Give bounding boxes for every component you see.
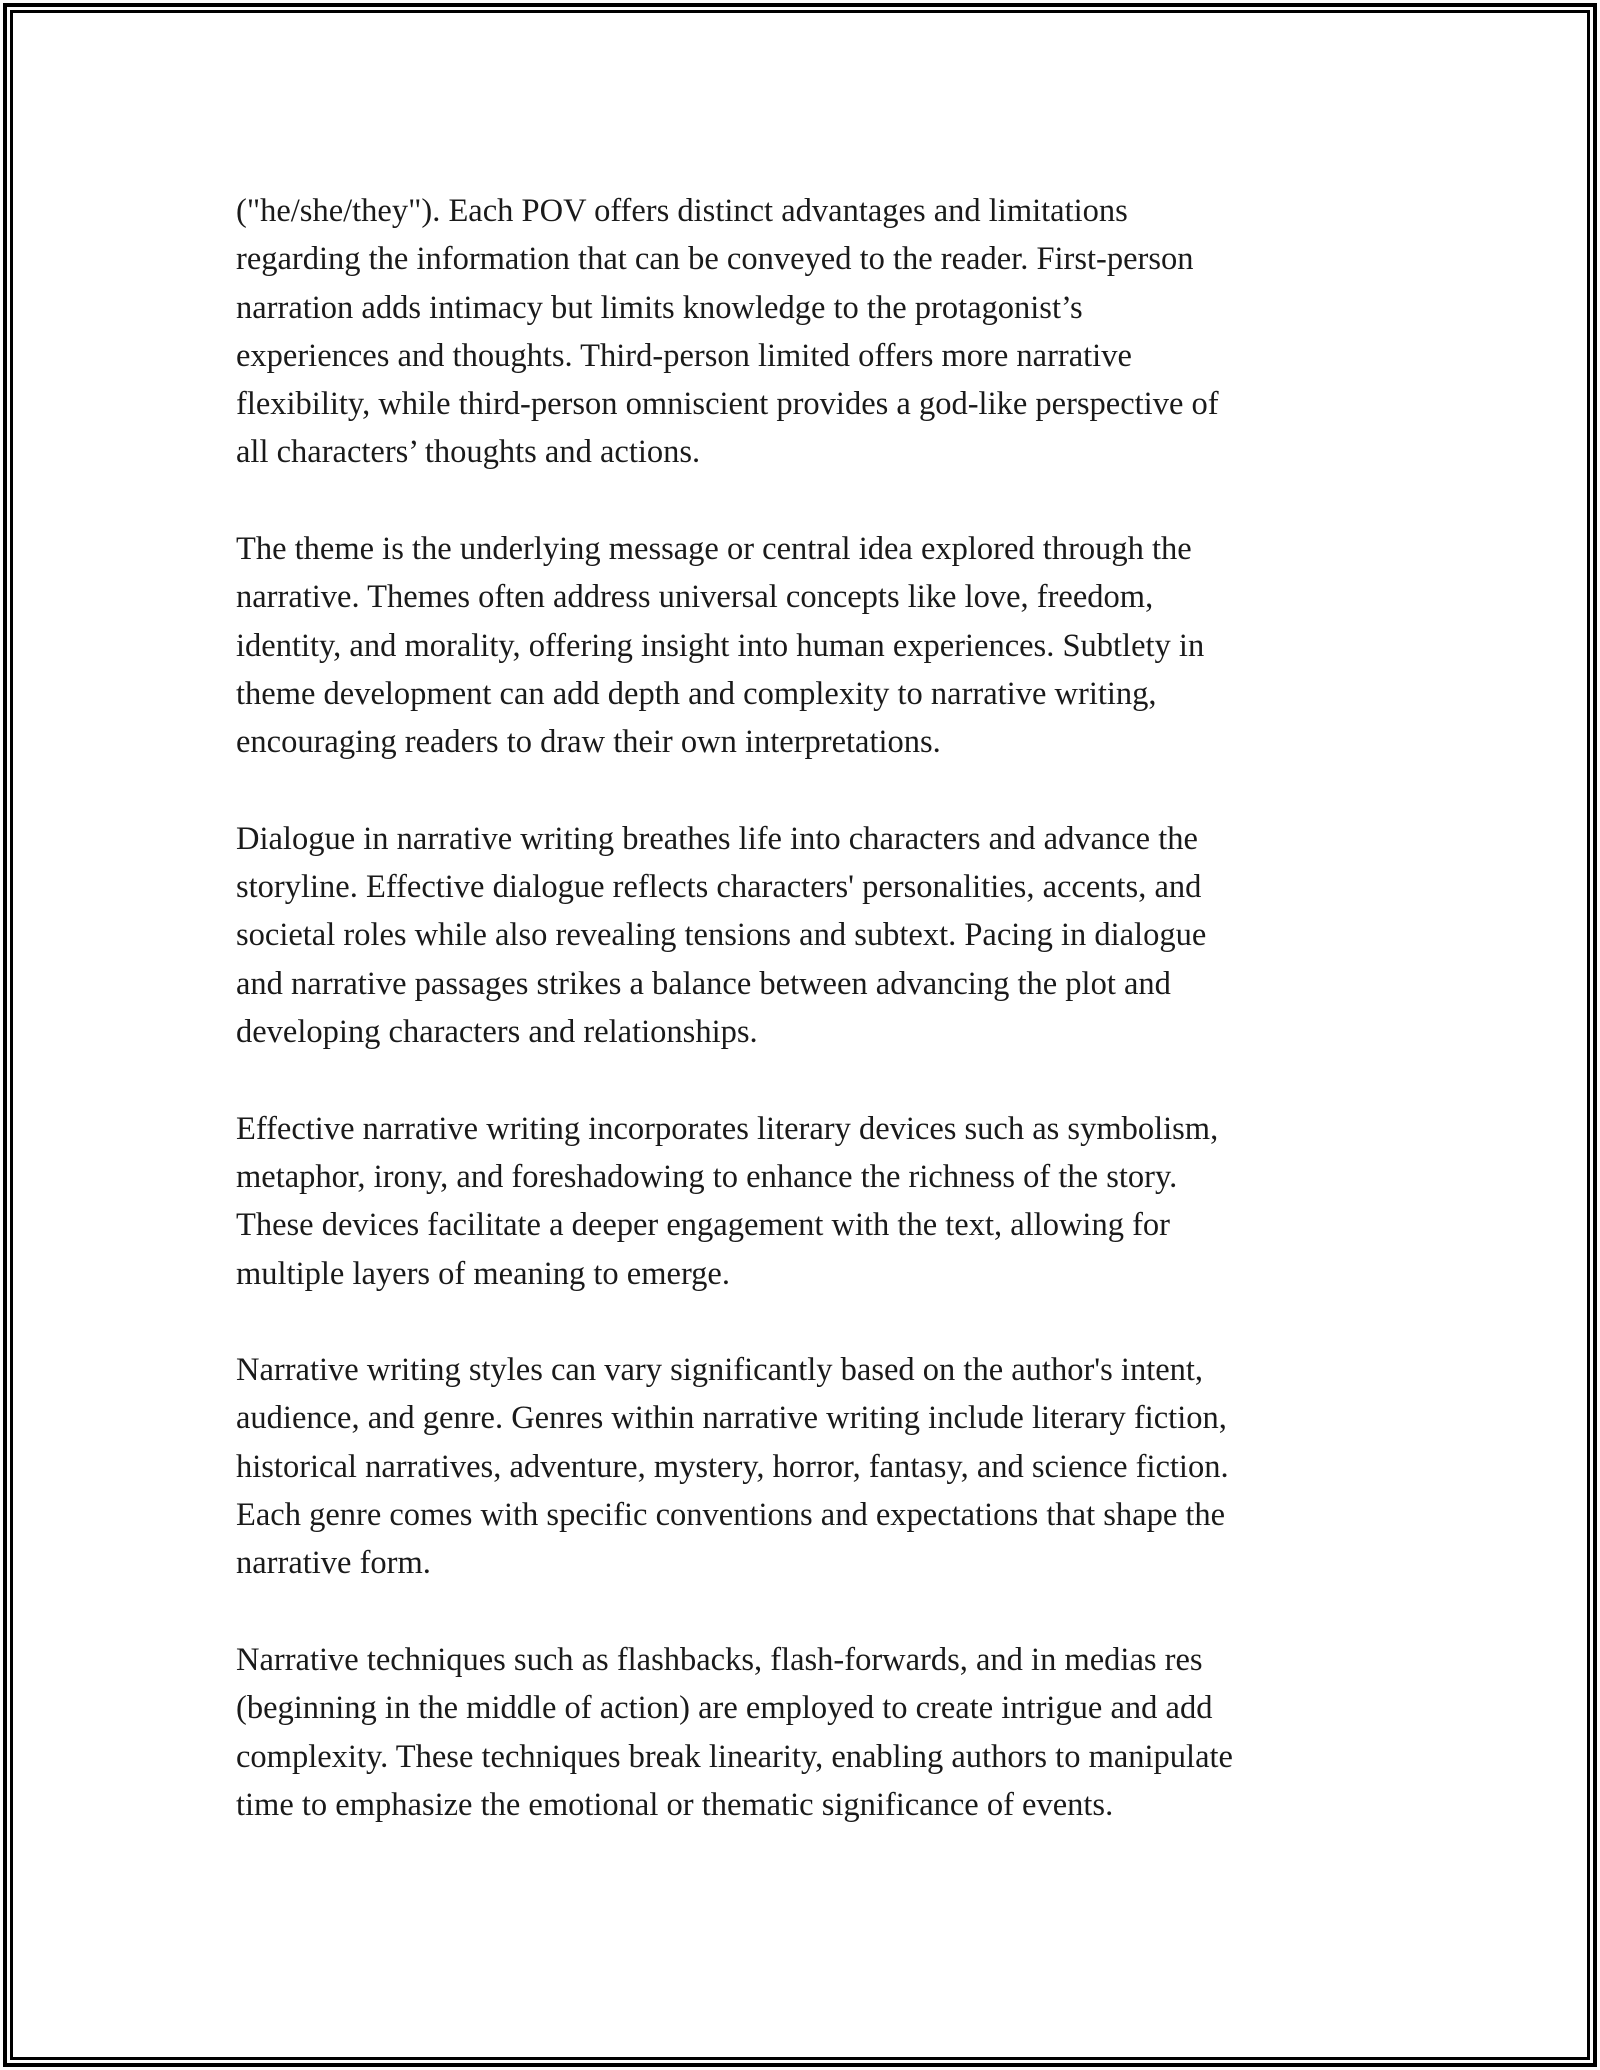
text-line: theme development can add depth and complexity to narrative writing, [236,675,1157,712]
text-line: (beginning in the middle of action) are employed to create intrigue and add [236,1690,1213,1727]
text-line: Dialogue in narrative writing breathes life into characters and advance the [236,820,1198,857]
text-line: regarding the information that can be conveyed to the reader. First-person [236,241,1194,278]
text-line: identity, and morality, offering insight into human experiences. Subtlety in [236,627,1205,664]
text-line: The theme is the underlying message or central idea explored through the [236,531,1192,568]
paragraph-dialogue [236,815,1376,1056]
text-line: multiple layers of meaning to emerge. [236,1255,730,1292]
paragraph-pov [236,187,1376,477]
text-line: Effective narrative writing incorporates literary devices such as symbolism, [236,1110,1219,1147]
text-line: narrative. Themes often address universal concepts like love, freedom, [236,579,1154,616]
text-line: and narrative passages strikes a balance between advancing the plot and [236,965,1171,1002]
text-line: narration adds intimacy but limits knowledge to the protagonist’s [236,289,1083,326]
text-line: These devices facilitate a deeper engagement with the text, allowing for [236,1207,1170,1244]
text-line: audience, and genre. Genres within narrative writing include literary fiction, [236,1400,1227,1437]
text-line: ("he/she/they"). Each POV offers distinct advantages and limitations [236,193,1128,229]
text-line: metaphor, irony, and foreshadowing to enhance the richness of the story. [236,1158,1178,1195]
text-line: developing characters and relationships. [236,1014,758,1051]
text-line: Narrative writing styles can vary significantly based on the author's intent, [236,1352,1204,1389]
text-line: historical narratives, adventure, mystery, horror, fantasy, and science fiction. [236,1448,1229,1485]
text-line: societal roles while also revealing tensions and subtext. Pacing in dialogue [236,917,1207,954]
text-line: narrative form. [236,1545,431,1582]
document-body [236,187,1376,1829]
paragraph-styles-genres [236,1346,1376,1587]
text-line: experiences and thoughts. Third-person limited offers more narrative [236,337,1132,374]
text-line: all characters’ thoughts and actions. [236,434,701,471]
text-line: Each genre comes with specific conventions and expectations that shape the [236,1497,1226,1534]
paragraph-theme [236,525,1376,766]
text-line: complexity. These techniques break linearity, enabling authors to manipulate [236,1738,1233,1775]
text-line: encouraging readers to draw their own interpretations. [236,724,941,761]
text-line: Narrative techniques such as flashbacks, flash-forwards, and in medias res [236,1641,1203,1678]
text-line: storyline. Effective dialogue reflects characters' personalities, accents, and [236,869,1202,906]
text-line: flexibility, while third-person omniscient provides a god-like perspective of [236,386,1219,423]
paragraph-techniques [236,1636,1376,1829]
text-line: time to emphasize the emotional or thematic significance of events. [236,1786,1114,1823]
paragraph-literary-devices [236,1105,1376,1298]
